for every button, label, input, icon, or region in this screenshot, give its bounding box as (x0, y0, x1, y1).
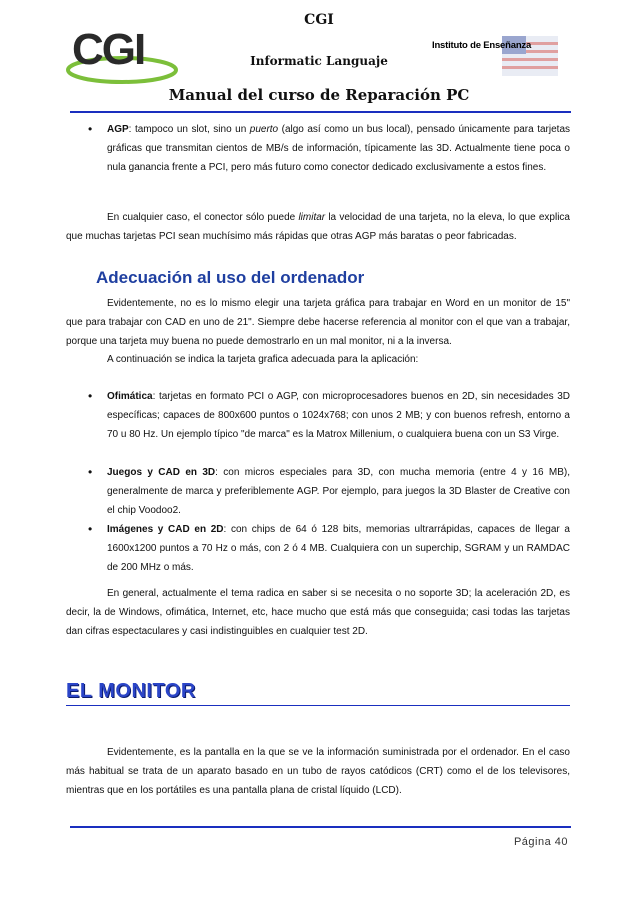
agp-italic: puerto (249, 124, 279, 135)
agp-term: AGP (107, 124, 129, 135)
bullet-dot: • (88, 122, 93, 136)
bullet-dot: • (88, 389, 93, 403)
institute-logo (432, 28, 560, 78)
bullet-term: Ofimática (107, 391, 153, 402)
bullet-dot: • (88, 465, 93, 479)
bullet-text: : con micros especiales para 3D, con mucha memoria (entre 4 y 16 MB), generalmente de marca y preferiblemente AGP. Por ejemplo, para juegos la 3D Blaster de Creative con el chip Voodoo2. (107, 467, 570, 516)
paragraph-intro-list: A continuación se indica la tarjeta grafica adecuada para la aplicación: (107, 354, 419, 365)
bullet-imagenes (107, 520, 570, 577)
bullet-text: : con chips de 64 ó 128 bits, memorias ultrarrápidas, capaces de llegar a 1600x1200 puntos a 70 Hz o más, con 2 ó 4 MB. Cualquiera con un superchip, SGRAM y un RAMDAC de 200 MHz o más. (107, 524, 570, 573)
paragraph-monitor: Evidentemente, es la pantalla en la que se ve la información suministrada por el ordenador. En el caso más habitual se trata de un aparato basado en un tubo de rayos catódicos (CRT) como el de los televisores, mientras que en los portátiles es una pantalla plana de cristal líquido (LCD). (66, 747, 570, 796)
footer-divider (70, 826, 571, 828)
bullet-term: Juegos y CAD en 3D (107, 467, 216, 478)
logo-text: CGI (72, 25, 145, 74)
paragraph-monitor-ref: Evidentemente, no es lo mismo elegir una tarjeta gráfica para trabajar en Word en un monitor de 15" que para trabajar con CAD en uno de 21". Siempre debe hacerse referencia al monitor con el que van a trabajar, porque una tarjeta muy buena no puede demostrarlo en un mal monitor, ni a la inversa. (66, 298, 570, 347)
header-cgi: CGI (304, 12, 334, 28)
paragraph-limitar (66, 208, 570, 246)
monitor-divider (66, 705, 570, 706)
flag-icon (432, 28, 560, 78)
para1-italic: limitar (298, 212, 326, 223)
bullet-term: Imágenes y CAD en 2D (107, 524, 224, 535)
bullet-juegos (107, 463, 570, 520)
para1-text-2: la velocidad de una tarjeta, no la eleva, lo que explica que muchas tarjetas PCI sean muchísimo más rápidas que otras AGP más baratas o peor fabricadas. (66, 212, 570, 242)
institute-name: Instituto de Enseñanza (432, 40, 532, 51)
bullet-ofimatica (107, 387, 570, 444)
monitor-heading: EL MONITOR (66, 680, 196, 702)
agp-text-1: : tampoco un slot, sino un (128, 124, 250, 135)
page-number: Página 40 (513, 836, 568, 848)
bullet-dot: • (88, 522, 93, 536)
paragraph-3d-support: En general, actualmente el tema radica en saber si se necesita o no soporte 3D; la aceleración 2D, es decir, la de Windows, ofimática, Internet, etc, hace mucho que está más que conseguida; casi todas las tarjetas dan cifras espectaculares y casi indistinguibles en cualquier test 2D. (66, 588, 570, 637)
section-heading: Adecuación al uso del ordenador (96, 268, 365, 287)
header-divider (70, 111, 571, 113)
header-subtitle: Informatic Languaje (250, 54, 388, 68)
manual-title: Manual del curso de Reparación PC (168, 86, 470, 104)
agp-paragraph (107, 120, 570, 177)
bullet-text: : tarjetas en formato PCI o AGP, con microprocesadores buenos en 2D, sin necesidades 3D específicas; capaces de 800x600 puntos o 1024x768; con unos 2 MB; y con buenos refresh, entorno a 70 u 80 Hz. Un ejemplo típico "de marca" es la Matrox Millenium, o cualquiera buena con un S3 Virge. (107, 391, 570, 440)
agp-text-2: (algo así como un bus local), pensado únicamente para tarjetas gráficas que transmitan cientos de MB/s de información, típicamente las 3D. Actualmente tiene poca o nula ganancia frente a PCI, pero más futuro como conector dedicado exclusivamente a estos fines. (107, 124, 570, 173)
para1-text-1: En cualquier caso, el conector sólo puede (107, 212, 299, 223)
